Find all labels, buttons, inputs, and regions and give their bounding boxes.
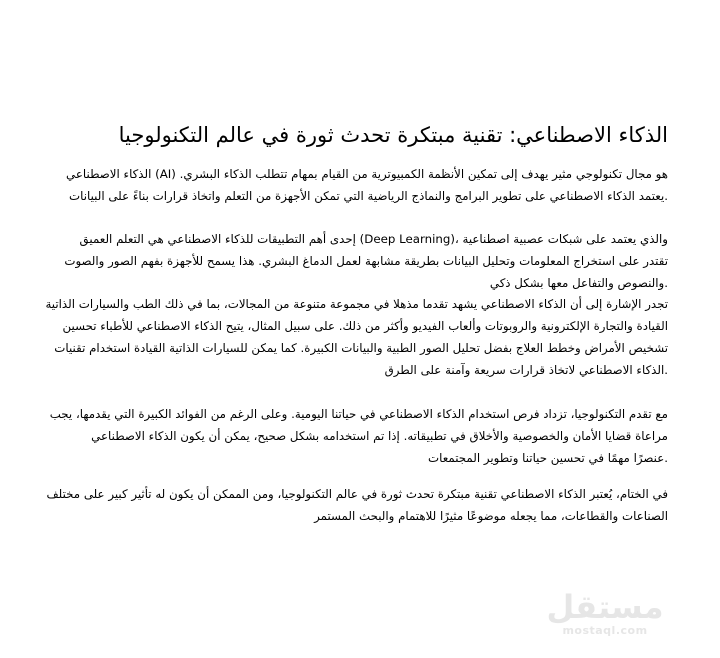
paragraph-line: مع تقدم التكنولوجيا، تزداد فرص استخدام الذكاء الاصطناعي في حياتنا اليومية. وعلى الرغم من الفوائد الكبيرة التي يقدمها، يجب [49,407,668,421]
paragraph-1 [40,163,668,207]
watermark-url: mostaql.com [562,624,648,637]
paragraph-4 [40,403,668,469]
paragraph-5 [40,483,668,527]
document-title: الذكاء الاصطناعي: تقنية مبتكرة تحدث ثورة في عالم التكنولوجيا [118,123,668,147]
watermark-logo: مستقل [546,588,664,626]
paragraph-line: في الختام، يُعتبر الذكاء الاصطناعي تقنية مبتكرة تحدث ثورة في عالم التكنولوجيا، ومن الممكن أن يكون له تأثير كبير على مختلف [46,487,668,501]
paragraph-line: تجدر الإشارة إلى أن الذكاء الاصطناعي يشهد تقدما مذهلا في مجموعة متنوعة من المجالات، بما في ذلك الطب والسيارات الذاتية [45,297,668,311]
paragraph-line: والذي يعتمد على شبكات عصبية اصطناعية ،(Deep Learning) إحدى أهم التطبيقات للذكاء الاصطناعي هي التعلم العميق [79,232,668,246]
watermark [545,590,665,638]
paragraph-line: القيادة والتجارة الإلكترونية والروبوتات وألعاب الفيديو وأكثر من ذلك. على سبيل المثال، يتيح الذكاء الاصطناعي للأطباء تحسين [62,319,668,333]
paragraph-line: تشخيص الأمراض وخطط العلاج بفضل تحليل الصور الطبية والبيانات الكبيرة. كما يمكن للسيارات الذاتية القيادة استخدام تقنيات [54,341,668,355]
paragraph-line: مراعاة قضايا الأمان والخصوصية والأخلاق في تطبيقاته. إذا تم استخدامه بشكل صحيح، يمكن أن يكون الذكاء الاصطناعي [91,429,668,443]
paragraph-line: .الذكاء الاصطناعي لاتخاذ قرارات سريعة وآمنة على الطرق [384,363,668,377]
paragraph-line: الصناعات والقطاعات، مما يجعله موضوعًا مثيرًا للاهتمام والبحث المستمر [314,509,668,523]
paragraph-line: تقتدر على استخراج المعلومات وتحليل البيانات بطريقة مشابهة لعمل الدماغ البشري. هذا يسمح للأجهزة بفهم الصور والصوت [64,254,668,268]
paragraph-line: هو مجال تكنولوجي مثير يهدف إلى تمكين الأنظمة الكمبيوترية من القيام بمهام تتطلب الذكاء البشري. (AI) الذكاء الاصطناعي [66,167,668,181]
paragraph-line: .يعتمد الذكاء الاصطناعي على تطوير البرامج والنماذج الرياضية التي تمكن الأجهزة من التعلم واتخاذ قرارات بناءً على البيانات [69,189,668,203]
paragraph-line: .عنصرًا مهمًا في تحسين حياتنا وتطوير المجتمعات [428,451,668,465]
paragraph-3 [40,293,668,381]
paragraph-line: .والنصوص والتفاعل معها بشكل ذكي [489,276,668,290]
paragraph-2 [40,228,668,294]
